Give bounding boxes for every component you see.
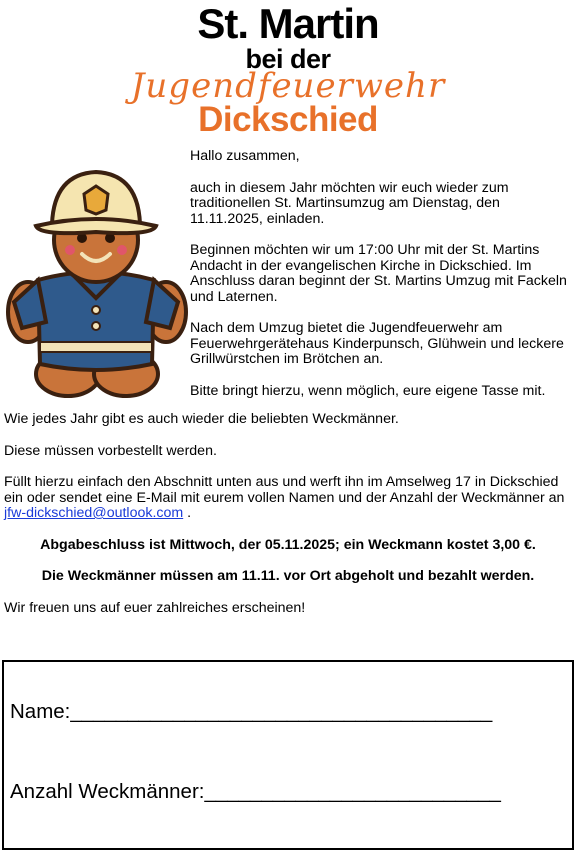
title-jugendfeuerwehr: Jugendfeuerwehr (130, 66, 446, 106)
preorder-paragraph: Diese müssen vorbestellt werden. (4, 442, 217, 459)
email-link[interactable]: jfw-dickschied@outlook.com (4, 505, 184, 521)
cup-paragraph: Bitte bringt hierzu, wenn möglich, eure eigene Tasse mit. (190, 382, 546, 399)
instructions-end: . (187, 505, 192, 521)
invitation-paragraph: auch in diesem Jahr möchten wir euch wieder zum traditionellen St. Martinsumzug am Dienstag, den 11.11.2025, einladen. (190, 179, 509, 227)
closing-line: Wir freuen uns auf euer zahlreiches erscheinen! (4, 599, 306, 616)
intro-text (190, 149, 572, 415)
instructions-text: Füllt hierzu einfach den Abschnitt unten aus und werft ihn im Amselweg 17 in Dickschied ein oder sendet eine E-Mail mit eurem vollen Namen und der Anzahl der Weckmänner an (4, 474, 565, 506)
after-parade-paragraph: Nach dem Umzug bietet die Jugendfeuerwehr am Feuerwehrgerätehaus Kinderpunsch, Glühwein und leckere Grillwürstchen im Brötchen an. (190, 320, 564, 367)
greeting: Hallo zusammen, (190, 148, 300, 164)
weckmann-paragraph: Wie jedes Jahr gibt es auch wieder die beliebten Weckmänner. (4, 411, 399, 427)
gingerbread-firefighter-icon (2, 152, 190, 402)
title-bei-der: bei der (245, 44, 331, 74)
order-info (4, 412, 572, 632)
pickup-notice: Die Weckmänner müssen am 11.11. vor Ort abgeholt und bezahlt werden. (41, 568, 535, 584)
order-form (2, 660, 574, 850)
name-field[interactable]: Name:_____________________________________ (10, 700, 493, 723)
instructions-paragraph (4, 475, 572, 522)
title-dickschied: Dickschied (198, 100, 378, 139)
schedule-paragraph: Beginnen möchten wir um 17:00 Uhr mit der St. Martins Andacht in der evangelischen Kirche in Dickschied. Im Anschluss daran beginnt der St. Martins Umzug mit Fackeln und Laternen. (190, 242, 567, 305)
count-field[interactable]: Anzahl Weckmänner:__________________________ (10, 780, 501, 803)
deadline-notice: Abgabeschluss ist Mittwoch, der 05.11.2025; ein Weckmann kostet 3,00 €. (40, 536, 536, 553)
title-st-martin: St. Martin (197, 0, 379, 47)
